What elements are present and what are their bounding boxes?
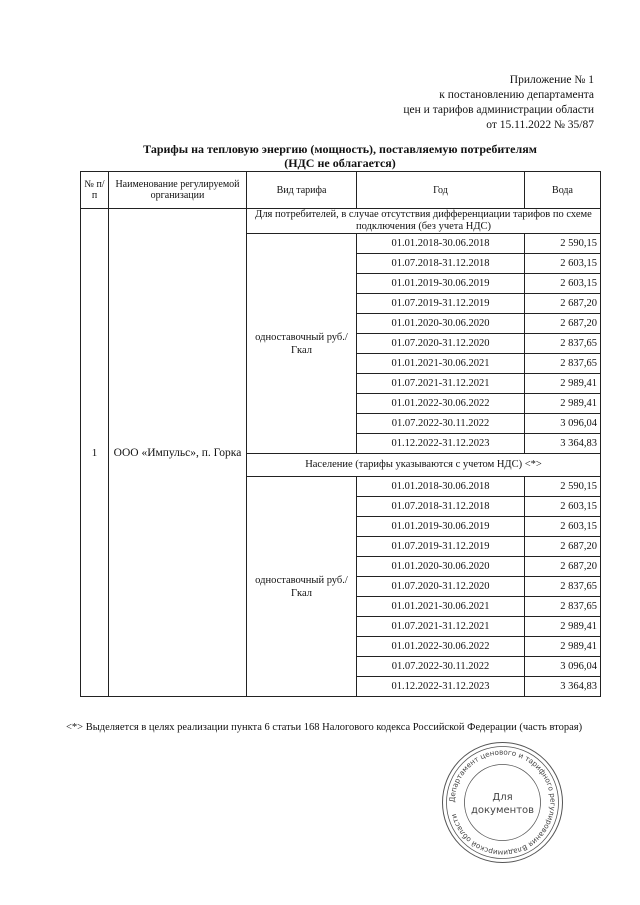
period-cell: 01.07.2021-31.12.2021 xyxy=(357,374,525,394)
period-cell: 01.01.2018-30.06.2018 xyxy=(357,477,525,497)
water-value-cell: 2 603,15 xyxy=(525,497,601,517)
water-value-cell: 2 989,41 xyxy=(525,374,601,394)
table-header-row xyxy=(81,172,601,209)
period-cell: 01.07.2020-31.12.2020 xyxy=(357,334,525,354)
water-value-cell: 3 364,83 xyxy=(525,677,601,697)
period-cell: 01.07.2018-31.12.2018 xyxy=(357,254,525,274)
period-cell: 01.01.2021-30.06.2021 xyxy=(357,354,525,374)
title-line-2: (НДС не облагается) xyxy=(284,156,396,170)
water-value-cell: 2 989,41 xyxy=(525,617,601,637)
period-cell: 01.01.2022-30.06.2022 xyxy=(357,394,525,414)
period-cell: 01.01.2020-30.06.2020 xyxy=(357,557,525,577)
water-value-cell: 2 603,15 xyxy=(525,274,601,294)
period-cell: 01.07.2019-31.12.2019 xyxy=(357,294,525,314)
document-title xyxy=(80,142,600,170)
section-header-row xyxy=(81,209,601,234)
appendix-line-1: Приложение № 1 xyxy=(509,74,594,86)
water-value-cell: 2 687,20 xyxy=(525,537,601,557)
period-cell: 01.01.2020-30.06.2020 xyxy=(357,314,525,334)
header-organization: Наименование регулируемой организации xyxy=(109,172,247,209)
water-value-cell: 2 837,65 xyxy=(525,334,601,354)
water-value-cell: 2 590,15 xyxy=(525,477,601,497)
header-year: Год xyxy=(357,172,525,209)
stamp-ring-text: Департамент ценового и тарифного регулирования Владимирской области xyxy=(447,747,558,858)
section-title: Население (тарифы указываются с учетом НДС) <*> xyxy=(247,454,601,477)
section-title: Для потребителей, в случае отсутствия дифференциации тарифов по схеме подключения (без учета НДС) xyxy=(247,209,601,234)
period-cell: 01.07.2022-30.11.2022 xyxy=(357,657,525,677)
period-cell: 01.01.2021-30.06.2021 xyxy=(357,597,525,617)
stamp-seal xyxy=(440,740,565,865)
period-cell: 01.07.2022-30.11.2022 xyxy=(357,414,525,434)
water-value-cell: 3 096,04 xyxy=(525,657,601,677)
appendix-block xyxy=(403,73,594,133)
period-cell: 01.01.2022-30.06.2022 xyxy=(357,637,525,657)
appendix-line-2: к постановлению департамента xyxy=(439,89,594,101)
water-value-cell: 2 687,20 xyxy=(525,314,601,334)
period-cell: 01.12.2022-31.12.2023 xyxy=(357,677,525,697)
water-value-cell: 2 603,15 xyxy=(525,517,601,537)
row-number: 1 xyxy=(81,209,109,697)
water-value-cell: 3 096,04 xyxy=(525,414,601,434)
water-value-cell: 2 603,15 xyxy=(525,254,601,274)
period-cell: 01.07.2021-31.12.2021 xyxy=(357,617,525,637)
header-num: № п/п xyxy=(81,172,109,209)
period-cell: 01.01.2019-30.06.2019 xyxy=(357,274,525,294)
water-value-cell: 2 837,65 xyxy=(525,354,601,374)
water-value-cell: 2 590,15 xyxy=(525,234,601,254)
period-cell: 01.07.2018-31.12.2018 xyxy=(357,497,525,517)
appendix-line-3: цен и тарифов администрации области xyxy=(403,104,594,116)
period-cell: 01.07.2020-31.12.2020 xyxy=(357,577,525,597)
header-tariff-kind: Вид тарифа xyxy=(247,172,357,209)
header-water: Вода xyxy=(525,172,601,209)
water-value-cell: 2 687,20 xyxy=(525,294,601,314)
title-line-1: Тарифы на тепловую энергию (мощность), поставляемую потребителям xyxy=(143,142,537,156)
period-cell: 01.01.2018-30.06.2018 xyxy=(357,234,525,254)
water-value-cell: 3 364,83 xyxy=(525,434,601,454)
period-cell: 01.12.2022-31.12.2023 xyxy=(357,434,525,454)
stamp-center-line-2: документов xyxy=(470,805,535,816)
water-value-cell: 2 687,20 xyxy=(525,557,601,577)
tariff-table xyxy=(80,171,601,697)
table-body xyxy=(81,209,601,697)
appendix-line-4: от 15.11.2022 № 35/87 xyxy=(486,119,594,131)
water-value-cell: 2 989,41 xyxy=(525,394,601,414)
tariff-kind: одноставочный руб./Гкал xyxy=(247,477,357,697)
water-value-cell: 2 837,65 xyxy=(525,597,601,617)
stamp-center-line-1: Для xyxy=(492,792,513,803)
period-cell: 01.07.2019-31.12.2019 xyxy=(357,537,525,557)
water-value-cell: 2 837,65 xyxy=(525,577,601,597)
organization-name: ООО «Импульс», п. Горка xyxy=(109,209,247,697)
tariff-kind: одноставочный руб./Гкал xyxy=(247,234,357,454)
footnote: <*> Выделяется в целях реализации пункта 6 статьи 168 Налогового кодекса Российской Федерации (часть вторая) xyxy=(66,722,583,733)
water-value-cell: 2 989,41 xyxy=(525,637,601,657)
period-cell: 01.01.2019-30.06.2019 xyxy=(357,517,525,537)
